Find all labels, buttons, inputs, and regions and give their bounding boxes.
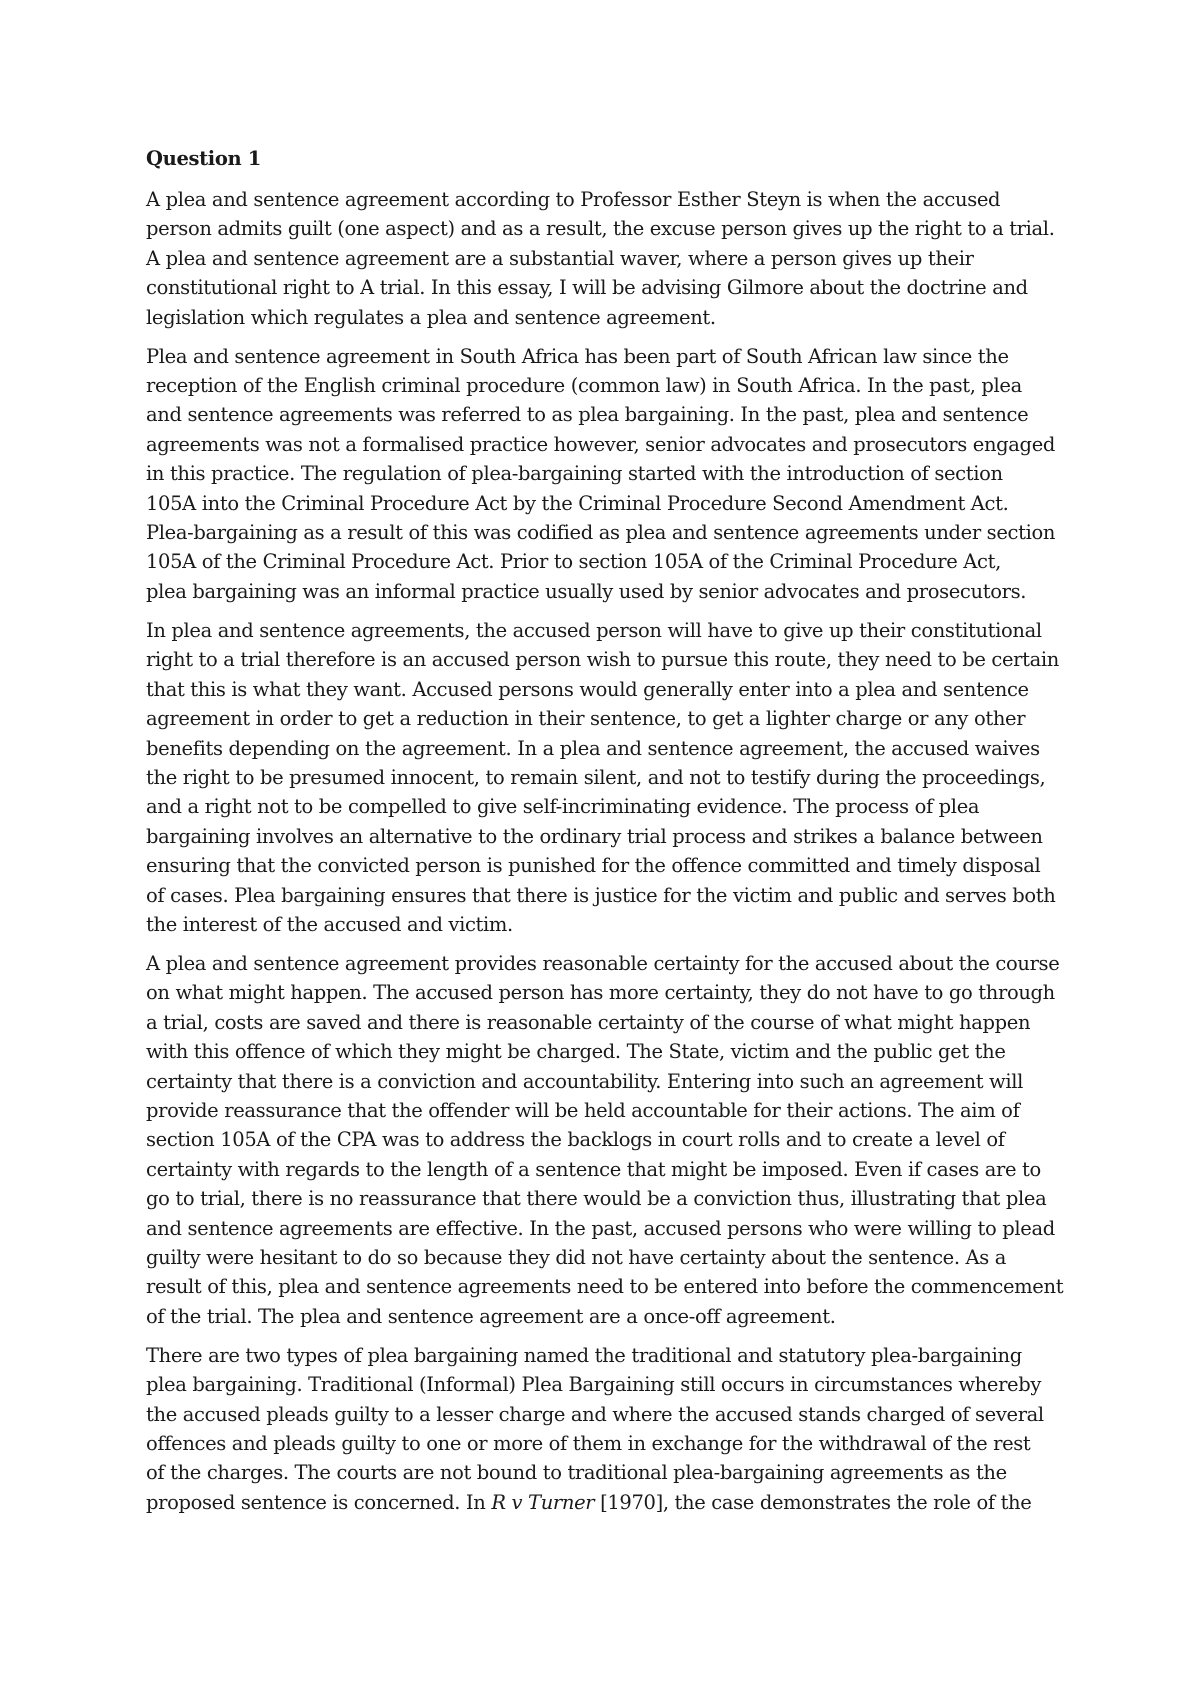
paragraph-5 [146, 1341, 1068, 1517]
text-line: agreement in order to get a reduction in their sentence, to get a lighter charge or any other [146, 707, 1026, 731]
text-line: There are two types of plea bargaining named the traditional and statutory plea-bargaining [146, 1343, 1022, 1367]
text-line: of cases. Plea bargaining ensures that there is justice for the victim and public and serves both [146, 883, 1056, 907]
text-line: plea bargaining. Traditional (Informal) Plea Bargaining still occurs in circumstances whereby [146, 1373, 1042, 1397]
text-line: of the charges. The courts are not bound to traditional plea-bargaining agreements as the [146, 1461, 1007, 1485]
text-line-with-case-citation [146, 1488, 1068, 1517]
text-line: and sentence agreements was referred to as plea bargaining. In the past, plea and sentence [146, 403, 1029, 427]
text-line: certainty that there is a conviction and accountability. Entering into such an agreement will [146, 1069, 1024, 1093]
text-line: In plea and sentence agreements, the accused person will have to give up their constitutional [146, 618, 1042, 642]
text-line: person admits guilt (one aspect) and as a result, the excuse person gives up the right to a trial. [146, 217, 1055, 241]
text-line: result of this, plea and sentence agreements need to be entered into before the commencement [146, 1275, 1064, 1299]
question-heading: Question 1 [146, 147, 262, 170]
text-line: plea bargaining was an informal practice usually used by senior advocates and prosecutors. [146, 579, 1027, 603]
document-body [146, 144, 1068, 1527]
text-line: go to trial, there is no reassurance that there would be a conviction thus, illustrating that plea [146, 1187, 1047, 1211]
text-line: a trial, costs are saved and there is reasonable certainty of the course of what might happen [146, 1010, 1031, 1034]
text-line: and a right not to be compelled to give self-incriminating evidence. The process of plea [146, 795, 980, 819]
text-line: offences and pleads guilty to one or more of them in exchange for the withdrawal of the rest [146, 1432, 1031, 1456]
text-line: provide reassurance that the offender will be held accountable for their actions. The aim of [146, 1098, 1020, 1122]
text-line: Plea and sentence agreement in South Africa has been part of South African law since the [146, 344, 1009, 368]
paragraph-2 [146, 342, 1068, 607]
text-line: certainty with regards to the length of a sentence that might be imposed. Even if cases are to [146, 1157, 1041, 1181]
text-line: 105A of the Criminal Procedure Act. Prior to section 105A of the Criminal Procedure Act, [146, 550, 1001, 574]
text-line: bargaining involves an alternative to the ordinary trial process and strikes a balance between [146, 824, 1043, 848]
text-line: section 105A of the CPA was to address the backlogs in court rolls and to create a level of [146, 1128, 1005, 1152]
text-line: right to a trial therefore is an accused person wish to pursue this route, they need to be certain [146, 648, 1060, 672]
text-line: A plea and sentence agreement provides reasonable certainty for the accused about the course [146, 951, 1060, 975]
text-line: A plea and sentence agreement are a substantial waver, where a person gives up their [146, 246, 974, 270]
text-line: guilty were hesitant to do so because they did not have certainty about the sentence. As a [146, 1246, 1007, 1269]
case-name: R v Turner [491, 1490, 595, 1514]
text-line: and sentence agreements are effective. In the past, accused persons who were willing to plead [146, 1216, 1055, 1240]
text-line: with this offence of which they might be charged. The State, victim and the public get the [146, 1040, 1006, 1064]
line-text-before-case: proposed sentence is concerned. In [146, 1490, 492, 1514]
text-line: reception of the English criminal procedure (common law) in South Africa. In the past, plea [146, 374, 1022, 398]
text-line: in this practice. The regulation of plea-bargaining started with the introduction of section [146, 462, 1003, 486]
text-line: of the trial. The plea and sentence agreement are a once-off agreement. [146, 1304, 836, 1328]
paragraph-1 [146, 185, 1068, 332]
text-line: the accused pleads guilty to a lesser charge and where the accused stands charged of several [146, 1402, 1044, 1426]
text-line: legislation which regulates a plea and sentence agreement. [146, 305, 716, 329]
text-line: 105A into the Criminal Procedure Act by the Criminal Procedure Second Amendment Act. [146, 491, 1009, 515]
text-line: A plea and sentence agreement according to Professor Esther Steyn is when the accused [146, 188, 1001, 211]
line-text-after-case: [1970], the case demonstrates the role of the [594, 1490, 1032, 1514]
paragraph-3 [146, 616, 1068, 939]
text-line: on what might happen. The accused person has more certainty, they do not have to go through [146, 981, 1055, 1005]
text-line: agreements was not a formalised practice however, senior advocates and prosecutors engaged [146, 432, 1056, 456]
text-line: benefits depending on the agreement. In a plea and sentence agreement, the accused waives [146, 736, 1040, 760]
text-line: the interest of the accused and victim. [146, 912, 513, 936]
text-line: the right to be presumed innocent, to remain silent, and not to testify during the proceedings, [146, 765, 1046, 789]
text-line: that this is what they want. Accused persons would generally enter into a plea and sentence [146, 677, 1029, 701]
text-line: constitutional right to A trial. In this essay, I will be advising Gilmore about the doctrine and [146, 276, 1028, 300]
text-line: ensuring that the convicted person is punished for the offence committed and timely disposal [146, 854, 1041, 878]
paragraph-4 [146, 949, 1068, 1331]
text-line: Plea-bargaining as a result of this was codified as plea and sentence agreements under section [146, 521, 1056, 545]
